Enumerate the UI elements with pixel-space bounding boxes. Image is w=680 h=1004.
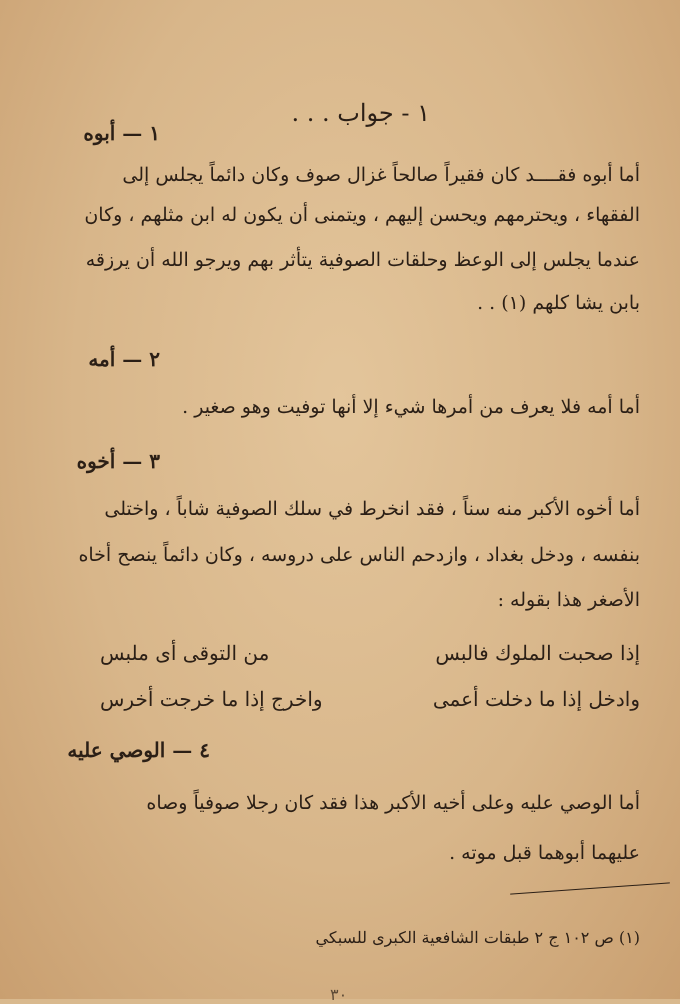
paragraph-line: أما أخوه الأكبر منه سناً ، فقد انخرط في سلك الصوفية شاباً ، واختلى (104, 498, 640, 520)
paragraph-line: أما أبوه فقــــد كان فقيراً صالحاً غزال صوف وكان دائماً يجلس إلى (122, 164, 640, 186)
section-heading-brother: ٣ — أخوه (76, 449, 160, 473)
paragraph-line: أما أمه فلا يعرف من أمرها شيء إلا أنها توفيت وهو صغير . (182, 396, 640, 418)
poem-hemistich: واخرج إذا ما خرجت أخرس (100, 687, 323, 711)
section-heading-guardian: ٤ — الوصي عليه (67, 738, 210, 762)
paragraph-line: بنفسه ، ودخل بغداد ، وازدحم الناس على دروسه ، وكان دائماً ينصح أخاه (78, 544, 640, 566)
footnote-divider (510, 882, 670, 894)
paragraph-line: الفقهاء ، ويحترمهم ويحسن إليهم ، ويتمنى أن يكون له ابن مثلهم ، وكان (84, 204, 640, 226)
paragraph-line: عليهما أبوهما قبل موته . (449, 842, 640, 864)
page-title: ١ - جواب . . . (291, 99, 430, 127)
section-heading-father: ١ — أبوه (83, 121, 160, 145)
paragraph-line: أما الوصي عليه وعلى أخيه الأكبر هذا فقد كان رجلا صوفياً وصاه (146, 792, 640, 814)
paragraph-line: بابن يشا كلهم (١) . . (477, 292, 640, 314)
paragraph-line: عندما يجلس إلى الوعظ وحلقات الصوفية يتأثر بهم ويرجو الله أن يرزقه (85, 249, 640, 271)
paragraph-line: الأصغر هذا بقوله : (497, 589, 640, 611)
section-heading-mother: ٢ — أمه (88, 347, 160, 371)
poem-hemistich: وادخل إذا ما دخلت أعمى (432, 687, 640, 711)
page-number: ٣٠ (330, 985, 348, 1004)
footnote: (١) ص ١٠٢ ج ٢ طبقات الشافعية الكبرى للسبكي (315, 928, 640, 947)
poem-hemistich: إذا صحبت الملوك فالبس (435, 641, 640, 665)
poem-hemistich: من التوقى أى ملبس (100, 641, 270, 665)
